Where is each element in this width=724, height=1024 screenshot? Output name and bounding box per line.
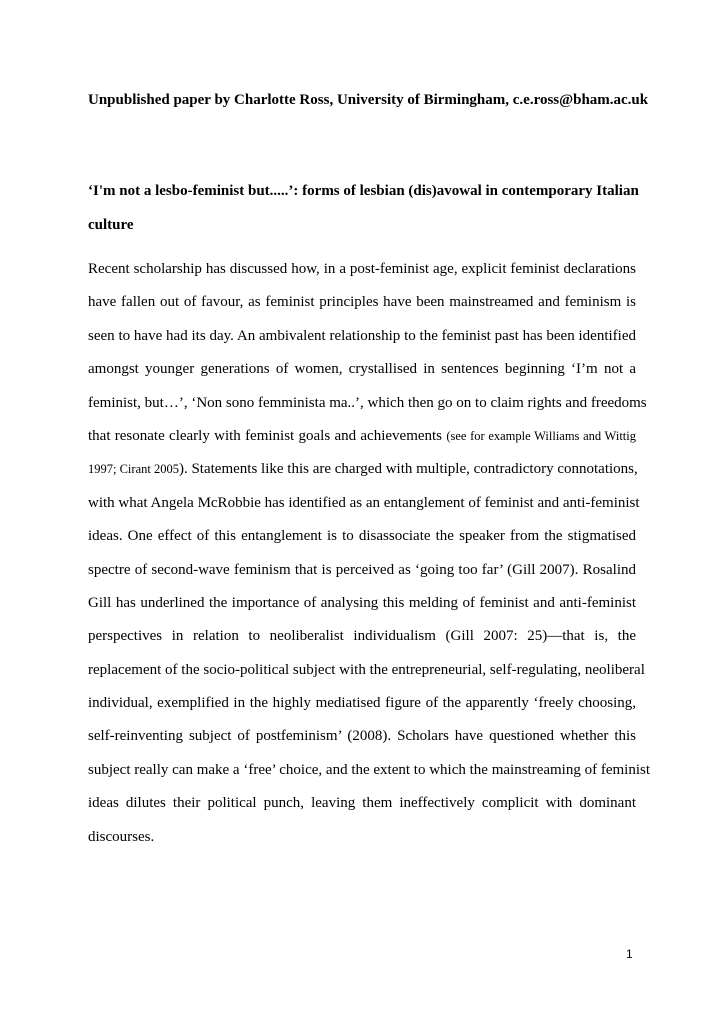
paragraph-line: amongst younger generations of women, crystallised in sentences beginning ‘I’m not a (88, 361, 636, 378)
paragraph-line: discourses. (88, 828, 155, 845)
paragraph-line: Gill has underlined the importance of analysing this melding of feminist and anti-feminist (88, 594, 636, 611)
paper-title (88, 174, 639, 242)
paragraph-line (88, 453, 636, 486)
paper-title-line-1: ‘I'm not a lesbo-feminist but.....’: forms of lesbian (dis)avowal in contemporary Italian (88, 183, 639, 199)
paragraph-line: individual, exemplified in the highly mediatised figure of the apparently ‘freely choosing, (88, 695, 636, 712)
page-number: 1 (626, 947, 633, 961)
citation-text: (see for example Williams and Wittig (446, 428, 636, 443)
paragraph-line: seen to have had its day. An ambivalent relationship to the feminist past has been identified (88, 327, 636, 344)
paragraph-line: self-reinventing subject of postfeminism’ (2008). Scholars have questioned whether this (88, 728, 636, 745)
paragraph-line: Recent scholarship has discussed how, in a post-feminist age, explicit feminist declarations (88, 261, 636, 277)
paper-title-line-2: culture (88, 217, 134, 233)
line-text: ). Statements like this are charged with multiple, contradictory connotations, (178, 461, 638, 478)
paragraph-line: with what Angela McRobbie has identified as an entanglement of feminist and anti-feminist (88, 494, 640, 511)
paragraph-line: ideas dilutes their political punch, leaving them ineffectively complicit with dominant (88, 795, 636, 812)
paragraph-line: spectre of second-wave feminism that is perceived as ‘going too far’ (Gill 2007). Rosalind (88, 561, 636, 578)
paragraph-line: replacement of the socio-political subject with the entrepreneurial, self-regulating, neoliberal (88, 661, 645, 678)
paragraph-line: ideas. One effect of this entanglement is to disassociate the speaker from the stigmatised (88, 528, 636, 545)
body-paragraph (88, 253, 650, 854)
paragraph-line: have fallen out of favour, as feminist principles have been mainstreamed and feminism is (88, 294, 636, 311)
citation-text: 1997; Cirant 2005 (88, 462, 179, 477)
paragraph-line: feminist, but…’, ‘Non sono femminista ma..’, which then go on to claim rights and freedoms (88, 394, 647, 411)
paragraph-line (88, 420, 636, 453)
author-header: Unpublished paper by Charlotte Ross, University of Birmingham, c.e.ross@bham.ac.uk (88, 92, 649, 108)
line-text: that resonate clearly with feminist goals and achievements (88, 427, 447, 444)
paragraph-line: perspectives in relation to neoliberalist individualism (Gill 2007: 25)—that is, the (88, 628, 636, 645)
paragraph-line: subject really can make a ‘free’ choice, and the extent to which the mainstreaming of feminist (88, 761, 650, 778)
